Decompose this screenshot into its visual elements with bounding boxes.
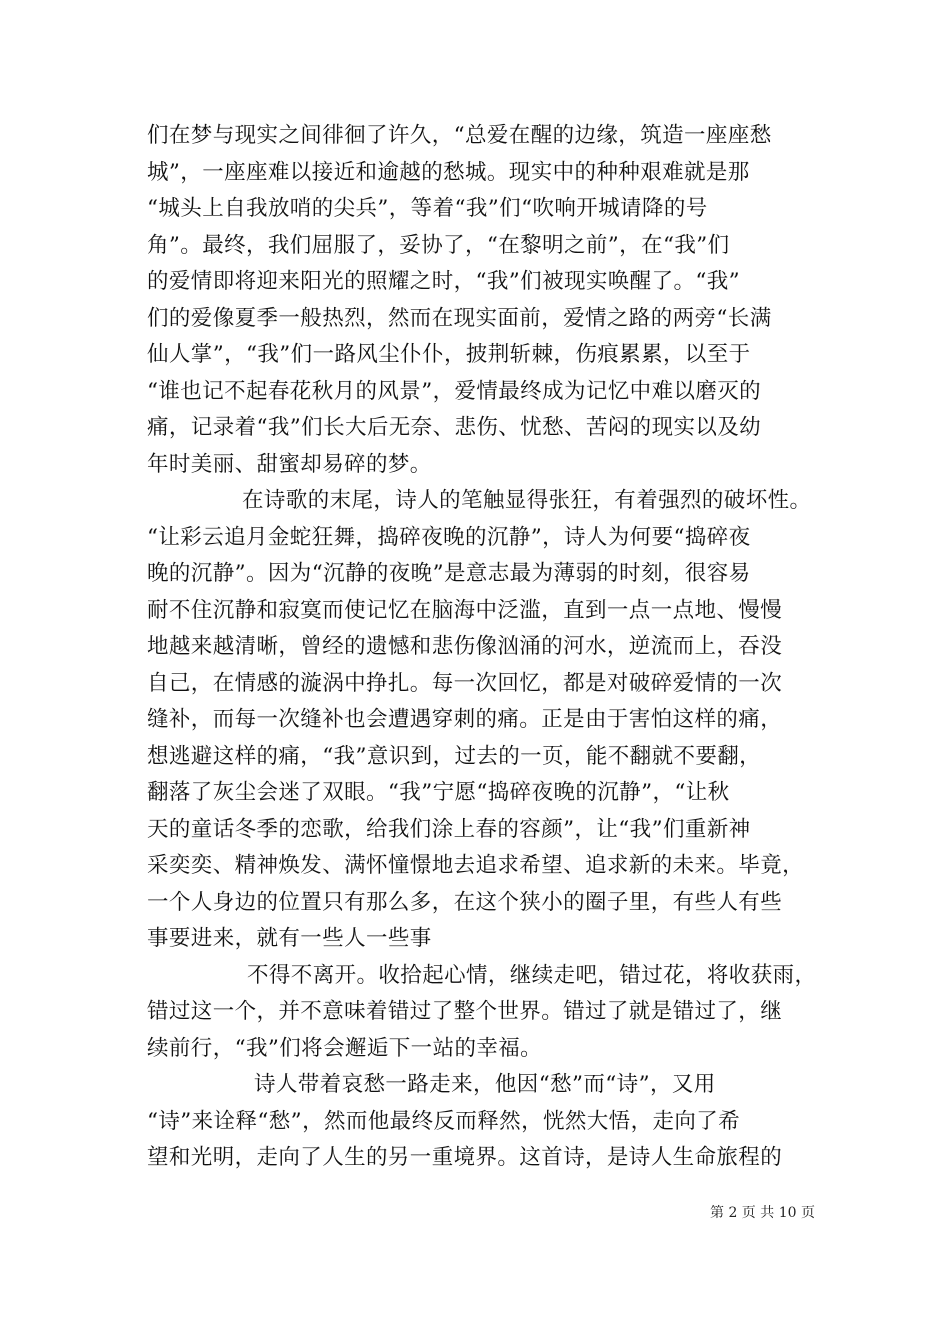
text-line: 诗人带着哀愁一路走来，他因“愁”而“诗”，又用 bbox=[254, 1072, 716, 1097]
text-line: 在诗歌的末尾，诗人的笔触显得张狂，有着强烈的破坏性。 bbox=[242, 488, 812, 513]
document-body bbox=[147, 118, 827, 1177]
text-line: 们在梦与现实之间徘徊了许久，“总爱在醒的边缘，筑造一座座愁 bbox=[147, 123, 772, 148]
text-line: 痛，记录着“我”们长大后无奈、悲伤、忧愁、苦闷的现实以及幼 bbox=[147, 415, 762, 440]
paragraph-2 bbox=[147, 483, 827, 958]
text-line: 晚的沉静”。因为“沉静的夜晚”是意志最为薄弱的时刻，很容易 bbox=[147, 561, 751, 586]
text-line: 角”。最终，我们屈服了，妥协了，“在黎明之前”，在“我”们 bbox=[147, 232, 730, 258]
text-line: 地越来越清晰，曾经的遗憾和悲伤像汹涌的河水，逆流而上，吞没 bbox=[147, 634, 783, 659]
text-line: 天的童话冬季的恋歌，给我们涂上春的容颜”，让“我”们重新神 bbox=[147, 816, 751, 842]
paragraph-4 bbox=[147, 1067, 827, 1177]
page-number-footer: 第 2 页 共 10 页 bbox=[710, 1205, 815, 1221]
text-line: 错过这一个，并不意味着错过了整个世界。错过了就是错过了，继 bbox=[147, 999, 783, 1024]
text-line: 自己，在情感的漩涡中挣扎。每一次回忆，都是对破碎爱情的一次 bbox=[147, 670, 783, 696]
text-line: 事要进来，就有一些人一些事 bbox=[147, 926, 432, 951]
text-line: 望和光明，走向了人生的另一重境界。这首诗，是诗人生命旅程的 bbox=[147, 1145, 783, 1170]
text-line: 想逃避这样的痛，“我”意识到，过去的一页，能不翻就不要翻， bbox=[147, 743, 762, 769]
text-line: 们的爱像夏季一般热烈，然而在现实面前，爱情之路的两旁“长满 bbox=[147, 305, 772, 331]
text-line: 仙人掌”，“我”们一路风尘仆仆，披荆斩棘，伤痕累累，以至于 bbox=[147, 342, 751, 367]
text-line: 缝补，而每一次缝补也会遭遇穿刺的痛。正是由于害怕这样的痛， bbox=[147, 707, 783, 732]
text-line: 耐不住沉静和寂寞而使记忆在脑海中泛滥，直到一点一点地、慢慢 bbox=[147, 597, 783, 623]
text-line: 采奕奕、精神焕发、满怀憧憬地去追求希望、追求新的未来。毕竟， bbox=[147, 853, 805, 878]
text-line: 城”，一座座难以接近和逾越的愁城。现实中的种种艰难就是那 bbox=[147, 159, 750, 185]
text-line: 一个人身边的位置只有那么多，在这个狭小的圈子里，有些人有些 bbox=[147, 889, 783, 915]
text-line: “诗”来诠释“愁”，然而他最终反而释然，恍然大悟，走向了希 bbox=[147, 1108, 741, 1134]
text-line: “让彩云追月金蛇狂舞，捣碎夜晚的沉静”，诗人为何要“捣碎夜 bbox=[147, 524, 751, 550]
text-line: 翻落了灰尘会迷了双眼。“我”宁愿“捣碎夜晚的沉静”，“让秋 bbox=[147, 780, 730, 805]
text-line: “谁也记不起春花秋月的风景”，爱情最终成为记忆中难以磨灭的 bbox=[147, 378, 762, 404]
text-line: 续前行，“我”们将会邂逅下一站的幸福。 bbox=[147, 1035, 543, 1061]
paragraph-3 bbox=[147, 958, 827, 1068]
text-line: 的爱情即将迎来阳光的照耀之时，“我”们被现实唤醒了。“我” bbox=[147, 269, 741, 294]
text-line: 不得不离开。收拾起心情，继续走吧，错过花，将收获雨， bbox=[247, 962, 817, 988]
text-line: 年时美丽、甜蜜却易碎的梦。 bbox=[147, 451, 432, 477]
text-line: “城头上自我放哨的尖兵”，等着“我”们“吹响开城请降的号 bbox=[147, 196, 708, 221]
paragraph-1 bbox=[147, 118, 827, 483]
